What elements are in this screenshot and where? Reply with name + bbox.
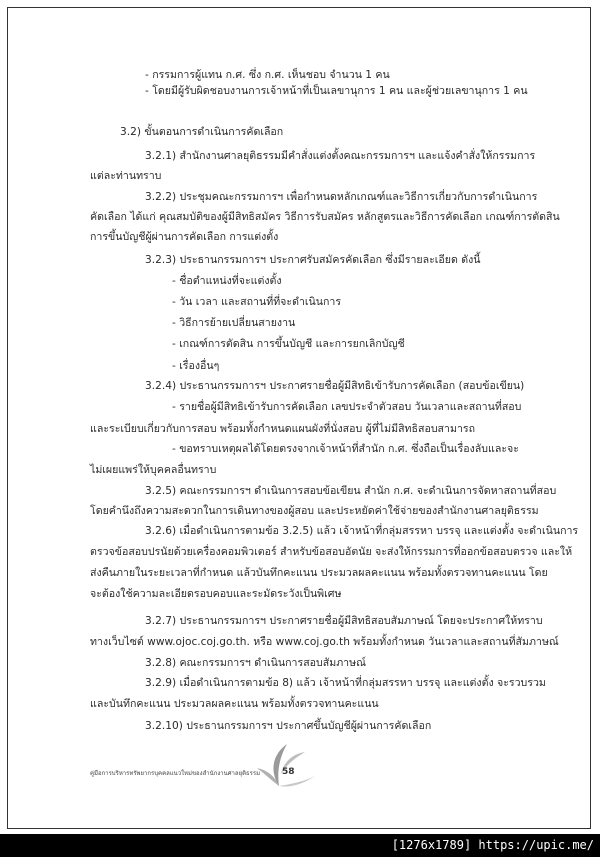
bullet-line: - โดยมีผู้รับผิดชอบงานการเจ้าหน้าที่เป็นเลขานุการ 1 คน และผู้ช่วยเลขานุการ 1 คน bbox=[145, 85, 528, 97]
paragraph-line: แต่ละท่านทราบ bbox=[90, 170, 162, 182]
paragraph-line: 3.2.4) ประธานกรรมการฯ ประกาศรายชื่อผู้มีสิทธิเข้ารับการคัดเลือก (สอบข้อเขียน) bbox=[145, 380, 525, 392]
paragraph-line: 3.2.7) ประธานกรรมการฯ ประกาศรายชื่อผู้มีสิทธิสอบสัมภาษณ์ โดยจะประกาศให้ทราบ bbox=[145, 615, 543, 627]
paragraph-line: และบันทึกคะแนน ประมวลผลคะแนน พร้อมทั้งตรวจทานคะแนน bbox=[90, 698, 379, 710]
bullet-line: - วิธีการย้ายเปลี่ยนสายงาน bbox=[172, 317, 296, 329]
bullet-line: - วัน เวลา และสถานที่ที่จะดำเนินการ bbox=[172, 296, 342, 308]
page-number: 58 bbox=[282, 767, 295, 777]
paragraph-line: 3.2.1) สำนักงานศาลยุติธรรมมีคำสั่งแต่งตั้งคณะกรรมการฯ และแจ้งคำสั่งให้กรรมการ bbox=[145, 150, 536, 162]
paragraph-line: และระเบียบเกี่ยวกับการสอบ พร้อมทั้งกำหนดแผนผังที่นั่งสอบ ผู้ที่ไม่มีสิทธิสอบสามารถ bbox=[90, 423, 475, 435]
footer-title: คู่มือการบริหารทรัพยากรบุคคลแนวใหม่ของสำนักงานศาลยุติธรรม bbox=[90, 770, 261, 777]
section-heading: 3.2) ขั้นตอนการดำเนินการคัดเลือก bbox=[120, 126, 284, 138]
paragraph-line: โดยคำนึงถึงความสะดวกในการเดินทางของผู้สอบ และประหยัดค่าใช้จ่ายของสำนักงานศาลยุติธรรม bbox=[90, 505, 539, 517]
paragraph-line: ทางเว็บไซต์ www.ojoc.coj.go.th. หรือ www.coj.go.th พร้อมทั้งกำหนด วันเวลาและสถานที่สัมภาษณ์ bbox=[90, 636, 559, 648]
paragraph-line: 3.2.6) เมื่อดำเนินการตามข้อ 3.2.5) แล้ว เจ้าหน้าที่กลุ่มสรรหา บรรจุ และแต่งตั้ง จะดำเนินการ bbox=[145, 525, 579, 537]
paragraph-line: ตรวจข้อสอบปรนัยด้วยเครื่องคอมพิวเตอร์ สำหรับข้อสอบอัตนัย จะส่งให้กรรมการที่ออกข้อสอบตรวจ และให้ bbox=[90, 546, 573, 558]
paragraph-line: จะต้องใช้ความละเอียดรอบคอบและระมัดระวังเป็นพิเศษ bbox=[90, 588, 342, 600]
image-info-text: [1276x1789] https://upic.me/ bbox=[391, 838, 594, 852]
paragraph-line: ส่งคืนภายในระยะเวลาที่กำหนด แล้วบันทึกคะแนน ประมวลผลคะแนน พร้อมทั้งตรวจทานคะแนน โดย bbox=[90, 567, 548, 579]
paragraph-line: 3.2.5) คณะกรรมการฯ ดำเนินการสอบข้อเขียน สำนัก ก.ศ. จะดำเนินการจัดหาสถานที่สอบ bbox=[145, 485, 557, 497]
swoosh-logo-icon bbox=[255, 740, 330, 790]
paragraph-line: 3.2.2) ประชุมคณะกรรมการฯ เพื่อกำหนดหลักเกณฑ์และวิธีการเกี่ยวกับการดำเนินการ bbox=[145, 191, 538, 203]
paragraph-line: คัดเลือก ได้แก่ คุณสมบัติของผู้มีสิทธิสมัคร วิธีการรับสมัคร หลักสูตรและวิธีการคัดเลือก เกณฑ์การตัดสิน bbox=[90, 211, 560, 223]
image-info-bar bbox=[0, 834, 600, 857]
bullet-line: - ชื่อตำแหน่งที่จะแต่งตั้ง bbox=[172, 275, 282, 287]
paragraph-line: การขึ้นบัญชีผู้ผ่านการคัดเลือก การแต่งตั้ง bbox=[90, 231, 279, 243]
paragraph-line: ไม่เผยแพร่ให้บุคคลอื่นทราบ bbox=[90, 464, 217, 476]
bullet-line: - รายชื่อผู้มีสิทธิเข้ารับการคัดเลือก เลขประจำตัวสอบ วันเวลาและสถานที่สอบ bbox=[172, 401, 522, 413]
paragraph-line: 3.2.9) เมื่อดำเนินการตามข้อ 8) แล้ว เจ้าหน้าที่กลุ่มสรรหา บรรจุ และแต่งตั้ง จะรวบรวม bbox=[145, 677, 546, 689]
bullet-line: - เกณฑ์การตัดสิน การขึ้นบัญชี และการยกเลิกบัญชี bbox=[172, 338, 405, 350]
paragraph-line: 3.2.8) คณะกรรมการฯ ดำเนินการสอบสัมภาษณ์ bbox=[145, 657, 366, 669]
paragraph-line: 3.2.10) ประธานกรรมการฯ ประกาศขึ้นบัญชีผู้ผ่านการคัดเลือก bbox=[145, 720, 432, 732]
bullet-line: - ขอทราบเหตุผลได้โดยตรงจากเจ้าหน้าที่สำนัก ก.ศ. ซึ่งถือเป็นเรื่องลับและจะ bbox=[172, 443, 519, 455]
bullet-line: - กรรมการผู้แทน ก.ศ. ซึ่ง ก.ศ. เห็นชอบ จำนวน 1 คน bbox=[145, 69, 390, 81]
paragraph-line: 3.2.3) ประธานกรรมการฯ ประกาศรับสมัครคัดเลือก ซึ่งมีรายละเอียด ดังนี้ bbox=[145, 254, 481, 266]
bullet-line: - เรื่องอื่นๆ bbox=[172, 360, 220, 372]
